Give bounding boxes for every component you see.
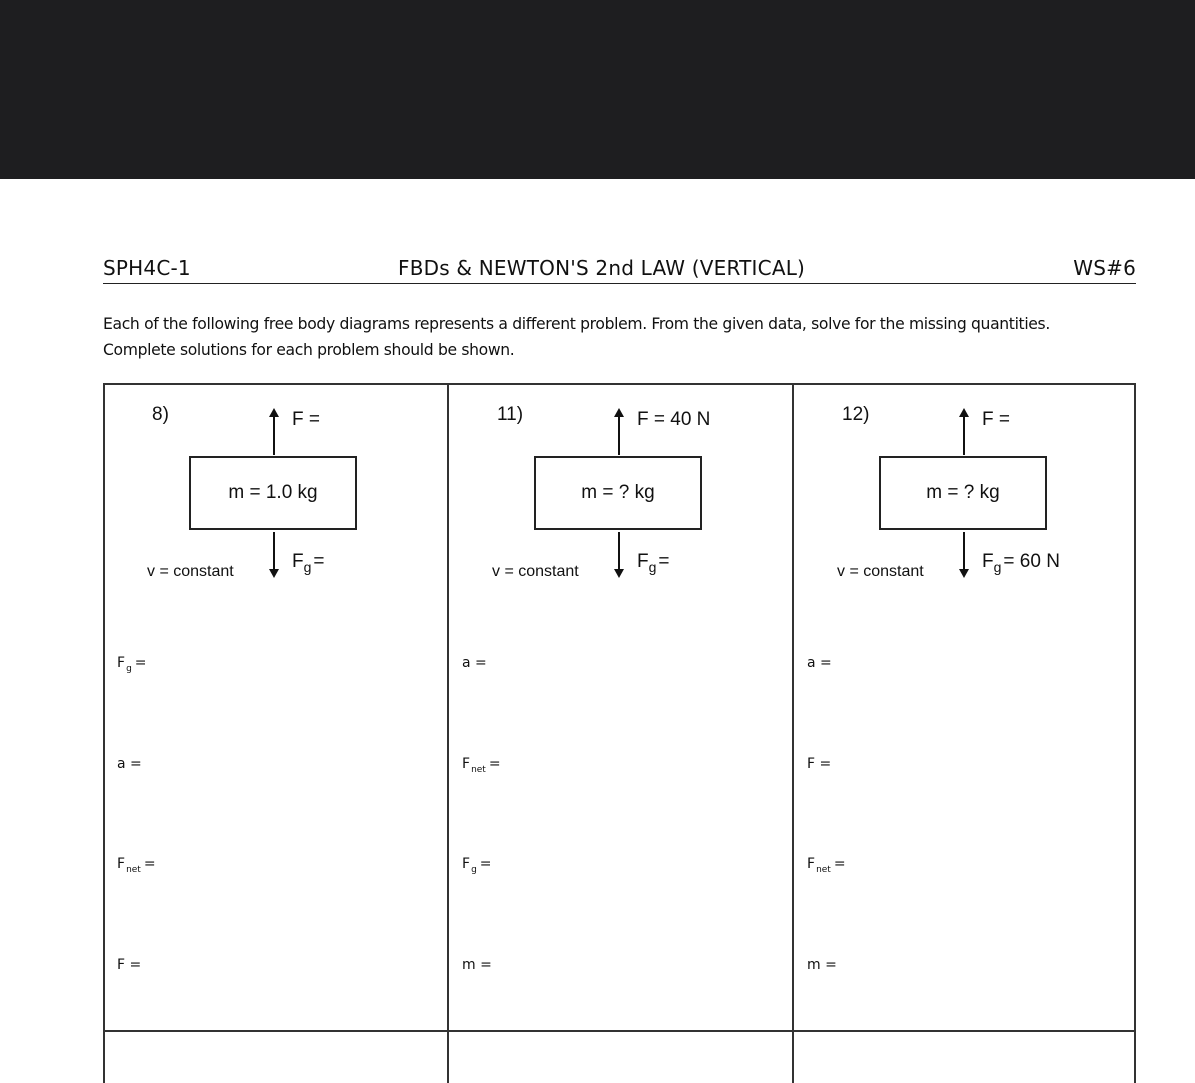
unknown-quantity: $F_g$ = [462, 856, 492, 875]
unknown-quantity: a = [807, 655, 832, 671]
mass-box [879, 456, 1047, 530]
worksheet-header [103, 253, 1136, 284]
course-code: SPH4C-1 [103, 256, 191, 280]
mass-label: m = 1.0 kg [228, 482, 318, 503]
gravity-force-label: $F_g = 60$ N [982, 551, 1060, 575]
unknown-quantity: m = [462, 957, 492, 973]
gravity-force-arrow-icon [618, 532, 620, 572]
velocity-label: v = constant [837, 563, 924, 580]
row-divider [103, 1030, 1136, 1032]
unknown-quantity: $F_g$ = [117, 655, 147, 674]
applied-force-arrow-icon [963, 414, 965, 455]
problem-number: 11) [497, 404, 524, 425]
instructions [103, 311, 1163, 363]
gravity-force-label: $F_g$ = [292, 551, 325, 575]
unknown-quantity: a = [462, 655, 487, 671]
velocity-label: v = constant [492, 563, 579, 580]
problem-number: 8) [152, 404, 169, 425]
applied-force-label: F = 40 N [637, 409, 711, 430]
unknown-quantity: $F_{net}$ = [117, 856, 156, 875]
problem-number: 12) [842, 404, 870, 425]
worksheet-number: WS#6 [1073, 256, 1136, 280]
applied-force-arrow-icon [618, 414, 620, 455]
mass-label: m = ? kg [926, 482, 1000, 503]
column-divider [792, 383, 794, 1083]
unknown-quantity: $F_{net}$ = [807, 856, 846, 875]
gravity-force-label: $F_g$ = [637, 551, 670, 575]
unknown-quantity: F = [117, 957, 142, 973]
instructions-line-1: Each of the following free body diagrams represents a different problem. From the given data, solve for the missing quantities. [103, 315, 1050, 333]
mass-label: m = ? kg [581, 482, 655, 503]
unknown-quantity: $F_{net}$ = [462, 756, 501, 775]
applied-force-label: F = [982, 409, 1010, 430]
velocity-label: v = constant [147, 563, 234, 580]
gravity-force-arrow-icon [963, 532, 965, 572]
unknown-quantity: m = [807, 957, 837, 973]
mass-box [189, 456, 357, 530]
mass-box [534, 456, 702, 530]
applied-force-label: F = [292, 409, 320, 430]
applied-force-arrow-icon [273, 414, 275, 455]
worksheet-title: FBDs & NEWTON'S 2nd LAW (VERTICAL) [398, 256, 806, 280]
unknown-quantity: a = [117, 756, 142, 772]
top-dark-bar [0, 0, 1195, 179]
gravity-force-arrow-icon [273, 532, 275, 572]
unknown-quantity: F = [807, 756, 832, 772]
instructions-line-2: Complete solutions for each problem should be shown. [103, 341, 515, 359]
column-divider [447, 383, 449, 1083]
